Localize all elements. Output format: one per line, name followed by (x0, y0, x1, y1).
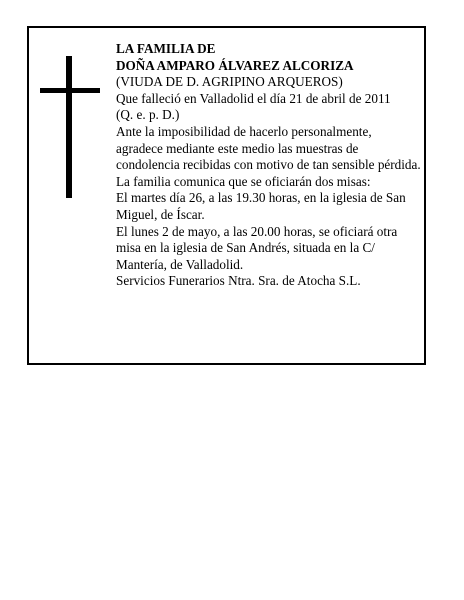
heading-family: LA FAMILIA DE (116, 41, 216, 56)
mass-one: El martes día 26, a las 19.30 horas, en la iglesia de San Miguel, de Íscar. (116, 190, 406, 222)
heading-deceased-name: DOÑA AMPARO ÁLVAREZ ALCORIZA (116, 57, 354, 73)
rip-line: (Q. e. p. D.) (116, 107, 180, 123)
thanks-paragraph: Ante la imposibilidad de hacerlo personalmente, agradece mediante este medio las muestras de condolencia recibidas con motivo de tan sensible pérdida. (116, 123, 421, 173)
cross-vertical-bar (66, 56, 72, 198)
notice-text (116, 41, 421, 290)
funeral-home: Servicios Funerarios Ntra. Sra. de Atocha S.L. (116, 273, 361, 289)
cross-icon (40, 56, 100, 198)
death-line: Que falleció en Valladolid el día 21 de abril de 2011 (116, 90, 391, 106)
cross-horizontal-bar (40, 88, 100, 93)
widow-line: (VIUDA DE D. AGRIPINO ARQUEROS) (116, 74, 343, 90)
mass-two: El lunes 2 de mayo, a las 20.00 horas, se oficiará otra misa en la iglesia de San Andrés, situada en la C/ Mantería, de Valladolid. (116, 223, 398, 272)
masses-intro: La familia comunica que se oficiarán dos misas: (116, 173, 371, 189)
obituary-notice (27, 26, 426, 365)
